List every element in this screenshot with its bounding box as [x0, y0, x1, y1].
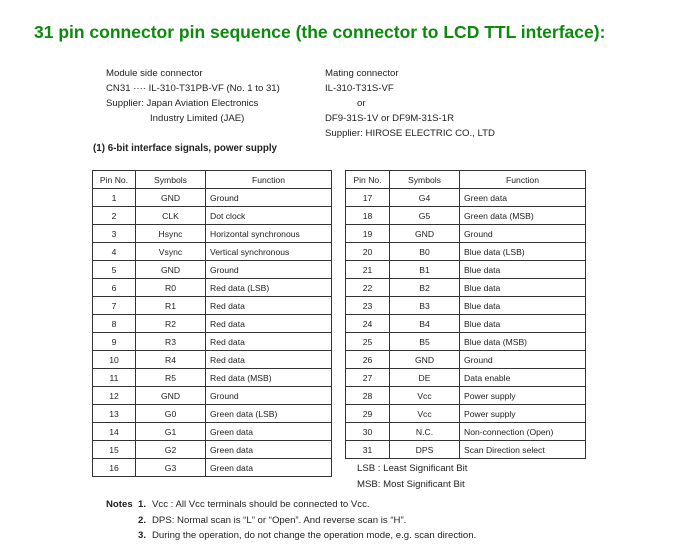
symbol-cell: DE: [390, 369, 460, 387]
pin-cell: 17: [346, 189, 390, 207]
function-cell: Ground: [206, 261, 332, 279]
pin-cell: 16: [93, 459, 136, 477]
table-row: [346, 369, 586, 387]
table-row: [93, 369, 332, 387]
table-row: [93, 243, 332, 261]
symbol-cell: G2: [136, 441, 206, 459]
pin-cell: 29: [346, 405, 390, 423]
pin-cell: 7: [93, 297, 136, 315]
header-symbol: Symbols: [390, 171, 460, 189]
table-row: [346, 243, 586, 261]
mating-connector-line: Mating connector: [325, 68, 399, 79]
function-cell: Red data: [206, 351, 332, 369]
symbol-cell: G5: [390, 207, 460, 225]
pin-cell: 25: [346, 333, 390, 351]
table-row: [93, 423, 332, 441]
mating-connector-info: [325, 66, 495, 141]
function-cell: Blue data: [460, 315, 586, 333]
function-cell: Green data: [460, 189, 586, 207]
table-row: [346, 225, 586, 243]
symbol-cell: R0: [136, 279, 206, 297]
pin-cell: 6: [93, 279, 136, 297]
table-row: [346, 189, 586, 207]
function-cell: Red data: [206, 333, 332, 351]
pin-cell: 26: [346, 351, 390, 369]
function-cell: Blue data: [460, 261, 586, 279]
legend-msb: MSB: Most Significant Bit: [357, 479, 465, 490]
symbol-cell: N.C.: [390, 423, 460, 441]
symbol-cell: G0: [136, 405, 206, 423]
symbol-cell: Vcc: [390, 387, 460, 405]
note-number: 3.: [138, 530, 147, 541]
table-row: [93, 333, 332, 351]
mating-connector-line: DF9-31S-1V or DF9M-31S-1R: [325, 113, 455, 124]
pin-cell: 19: [346, 225, 390, 243]
pin-cell: 3: [93, 225, 136, 243]
notes-block: [106, 497, 476, 544]
pin-cell: 5: [93, 261, 136, 279]
symbol-cell: CLK: [136, 207, 206, 225]
table-header-row: [93, 171, 332, 189]
symbol-cell: GND: [390, 351, 460, 369]
function-cell: Red data (MSB): [206, 369, 332, 387]
function-cell: Red data: [206, 297, 332, 315]
symbol-cell: B5: [390, 333, 460, 351]
function-cell: Ground: [206, 189, 332, 207]
function-cell: Blue data: [460, 279, 586, 297]
table-row: [93, 297, 332, 315]
function-cell: Power supply: [460, 387, 586, 405]
symbol-cell: G3: [136, 459, 206, 477]
table-row: [93, 261, 332, 279]
header-symbol: Symbols: [136, 171, 206, 189]
function-cell: Green data (LSB): [206, 405, 332, 423]
table-row: [93, 189, 332, 207]
function-cell: Dot clock: [206, 207, 332, 225]
table-row: [93, 387, 332, 405]
function-cell: Blue data (MSB): [460, 333, 586, 351]
symbol-cell: Vsync: [136, 243, 206, 261]
pin-cell: 30: [346, 423, 390, 441]
function-cell: Vertical synchronous: [206, 243, 332, 261]
header-pin: Pin No.: [93, 171, 136, 189]
note-row: [106, 528, 476, 544]
section-heading: (1) 6-bit interface signals, power supply: [93, 143, 278, 154]
table-row: [93, 315, 332, 333]
symbol-cell: G4: [390, 189, 460, 207]
function-cell: Horizontal synchronous: [206, 225, 332, 243]
pin-cell: 12: [93, 387, 136, 405]
pin-cell: 10: [93, 351, 136, 369]
function-cell: Green data: [206, 423, 332, 441]
table-row: [346, 405, 586, 423]
pin-table-left: [92, 170, 332, 477]
symbol-cell: GND: [136, 189, 206, 207]
pin-cell: 20: [346, 243, 390, 261]
symbol-cell: R5: [136, 369, 206, 387]
module-connector-line: CN31 ···· IL-310-T31PB-VF (No. 1 to 31): [106, 83, 280, 94]
table-row: [93, 405, 332, 423]
pin-cell: 23: [346, 297, 390, 315]
table-row: [93, 441, 332, 459]
function-cell: Green data (MSB): [460, 207, 586, 225]
pin-cell: 18: [346, 207, 390, 225]
function-cell: Ground: [206, 387, 332, 405]
pin-cell: 28: [346, 387, 390, 405]
table-row: [93, 351, 332, 369]
mating-connector-line: or: [357, 98, 366, 109]
note-text: During the operation, do not change the operation mode, e.g. scan direction.: [152, 530, 477, 541]
symbol-cell: G1: [136, 423, 206, 441]
table-row: [346, 423, 586, 441]
pin-table-right: [345, 170, 586, 459]
pin-cell: 8: [93, 315, 136, 333]
table-row: [346, 441, 586, 459]
module-connector-info: [106, 66, 280, 126]
symbol-cell: GND: [136, 261, 206, 279]
function-cell: Power supply: [460, 405, 586, 423]
symbol-cell: Hsync: [136, 225, 206, 243]
header-function: Function: [460, 171, 586, 189]
module-connector-line: Industry Limited (JAE): [150, 113, 245, 124]
pin-cell: 27: [346, 369, 390, 387]
mating-connector-line: Supplier: HIROSE ELECTRIC CO., LTD: [325, 128, 495, 139]
function-cell: Blue data: [460, 297, 586, 315]
pin-cell: 21: [346, 261, 390, 279]
function-cell: Red data: [206, 315, 332, 333]
function-cell: Scan Direction select: [460, 441, 586, 459]
pin-cell: 11: [93, 369, 136, 387]
note-text: DPS: Normal scan is “L” or “Open”. And reverse scan is “H”.: [152, 514, 407, 526]
header-pin: Pin No.: [346, 171, 390, 189]
symbol-cell: R1: [136, 297, 206, 315]
table-row: [346, 279, 586, 297]
function-cell: Ground: [460, 351, 586, 369]
pin-cell: 4: [93, 243, 136, 261]
symbol-cell: B4: [390, 315, 460, 333]
pin-cell: 22: [346, 279, 390, 297]
symbol-cell: B0: [390, 243, 460, 261]
table-row: [93, 279, 332, 297]
function-cell: Non-connection (Open): [460, 423, 586, 441]
table-row: [93, 207, 332, 225]
notes-label: Notes: [106, 499, 133, 510]
pin-cell: 13: [93, 405, 136, 423]
pin-cell: 9: [93, 333, 136, 351]
symbol-cell: B1: [390, 261, 460, 279]
note-row: [106, 513, 476, 529]
table-row: [346, 261, 586, 279]
table-row: [346, 315, 586, 333]
table-row: [93, 225, 332, 243]
pin-cell: 1: [93, 189, 136, 207]
table-header-row: [346, 171, 586, 189]
table-row: [346, 207, 586, 225]
symbol-cell: GND: [390, 225, 460, 243]
note-number: 1.: [138, 499, 147, 510]
function-cell: Ground: [460, 225, 586, 243]
pin-cell: 14: [93, 423, 136, 441]
symbol-cell: B2: [390, 279, 460, 297]
note-number: 2.: [138, 514, 147, 526]
note-row: [106, 497, 476, 513]
symbol-cell: R4: [136, 351, 206, 369]
pin-cell: 31: [346, 441, 390, 459]
table-row: [346, 297, 586, 315]
pin-cell: 2: [93, 207, 136, 225]
symbol-cell: DPS: [390, 441, 460, 459]
symbol-cell: R2: [136, 315, 206, 333]
pin-cell: 15: [93, 441, 136, 459]
symbol-cell: R3: [136, 333, 206, 351]
mating-connector-line: IL-310-T31S-VF: [325, 83, 394, 94]
symbol-cell: GND: [136, 387, 206, 405]
table-row: [346, 333, 586, 351]
page-title: 31 pin connector pin sequence (the connector to LCD TTL interface):: [34, 22, 606, 42]
header-function: Function: [206, 171, 332, 189]
table-row: [346, 387, 586, 405]
table-row: [346, 351, 586, 369]
function-cell: Green data: [206, 459, 332, 477]
pin-cell: 24: [346, 315, 390, 333]
module-connector-line: Module side connector: [106, 68, 203, 79]
function-cell: Green data: [206, 441, 332, 459]
symbol-cell: B3: [390, 297, 460, 315]
function-cell: Data enable: [460, 369, 586, 387]
symbol-cell: Vcc: [390, 405, 460, 423]
module-connector-line: Supplier: Japan Aviation Electronics: [106, 98, 259, 109]
function-cell: Red data (LSB): [206, 279, 332, 297]
legend-lsb: LSB : Least Significant Bit: [357, 463, 468, 474]
note-text: Vcc : All Vcc terminals should be connected to Vcc.: [152, 499, 370, 510]
function-cell: Blue data (LSB): [460, 243, 586, 261]
table-row: [93, 459, 332, 477]
